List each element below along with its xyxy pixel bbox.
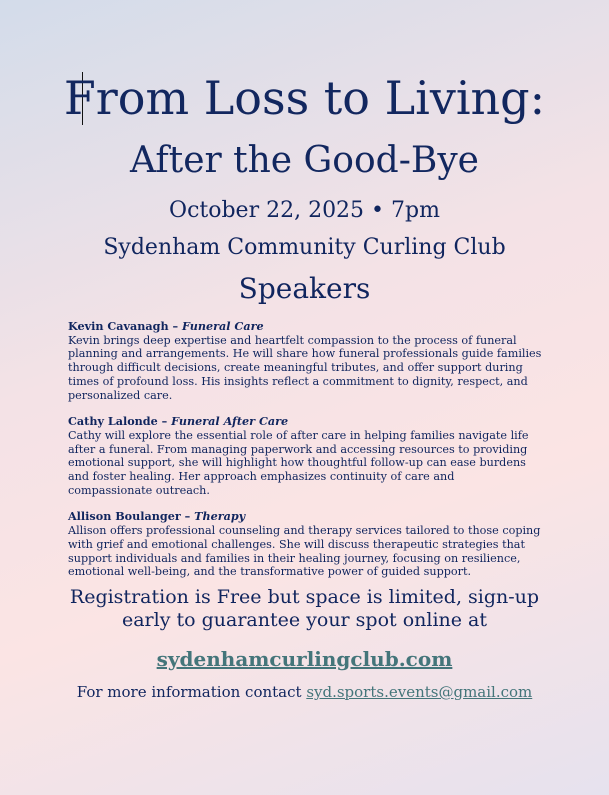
- registration-notice: [40, 586, 569, 632]
- website-link[interactable]: sydenhamcurlingclub.com: [156, 647, 453, 671]
- speaker-separator: –: [180, 509, 195, 524]
- contact-email-link[interactable]: syd.sports.events@gmail.com: [306, 683, 533, 701]
- speaker-bio: Allison offers professional counseling and therapy services tailored to those coping with grief and emotional challenges. She will discuss therapeutic strategies that support individuals and families in their healing journey, focusing on resilience, emotional well-being, and the transformative power of guided support.: [68, 524, 541, 579]
- speaker-separator: –: [168, 319, 183, 333]
- speaker-entry: [68, 510, 542, 579]
- speaker-name: Allison Boulanger: [68, 509, 181, 524]
- speaker-list: [68, 320, 542, 592]
- speakers-heading: Speakers: [238, 272, 371, 305]
- speaker-role: Funeral Care: [182, 319, 264, 333]
- speaker-role: Therapy: [194, 509, 246, 524]
- contact-line: [0, 682, 609, 702]
- event-title: From Loss to Living:: [63, 71, 546, 125]
- speaker-role: Funeral After Care: [171, 414, 289, 429]
- contact-prefix: For more information contact: [76, 683, 307, 701]
- website-line: [0, 646, 609, 672]
- registration-line-2: early to guarantee your spot online at: [121, 609, 488, 631]
- speaker-bio: Cathy will explore the essential role of after care in helping families navigate life after a funeral. From managing paperwork and accessing resources to providing emotional support, she will highlight how thoughtful follow-up can ease burdens and foster healing. Her approach emphasizes continuity of care and compassionate outreach.: [68, 428, 529, 497]
- speaker-entry: [68, 320, 542, 402]
- event-date-time: October 22, 2025 • 7pm: [169, 198, 440, 223]
- speaker-entry: [68, 415, 542, 497]
- speaker-name: Kevin Cavanagh: [68, 319, 169, 333]
- speaker-separator: –: [157, 414, 172, 429]
- event-subtitle: After the Good-Bye: [130, 140, 479, 181]
- registration-line-1: Registration is Free but space is limited, sign-up: [69, 586, 540, 608]
- event-venue: Sydenham Community Curling Club: [103, 235, 506, 260]
- speaker-bio: Kevin brings deep expertise and heartfelt compassion to the process of funeral planning and arrangements. He will share how funeral professionals guide families through difficult decisions, create meaningful tributes, and offer support during times of profound loss. His insights reflect a commitment to dignity, respect, and personalized care.: [68, 333, 542, 402]
- speaker-name: Cathy Lalonde: [68, 414, 158, 429]
